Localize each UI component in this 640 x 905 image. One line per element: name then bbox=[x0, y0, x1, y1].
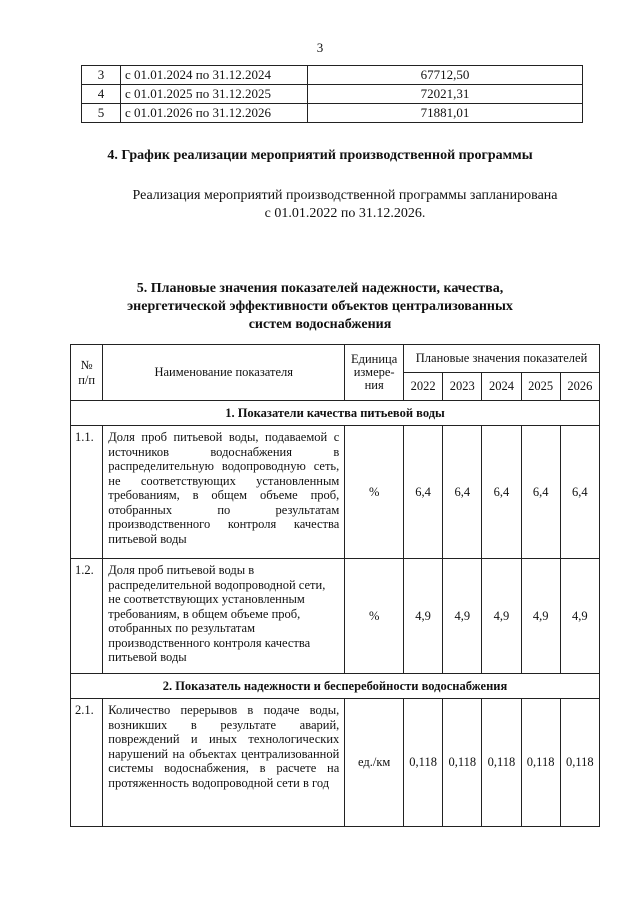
value-cell: 6,4 bbox=[404, 426, 443, 559]
header-planned: Плановые значения показателей bbox=[404, 345, 600, 373]
value-cell: 72021,31 bbox=[308, 85, 583, 104]
table-row bbox=[71, 699, 600, 827]
indicators-table bbox=[70, 344, 600, 827]
unit-cell: ед./км bbox=[345, 699, 404, 827]
section-row bbox=[71, 401, 600, 426]
section-5-heading bbox=[90, 280, 550, 334]
header-year: 2024 bbox=[482, 373, 521, 401]
section-1-title: 1. Показатели качества питьевой воды bbox=[71, 401, 600, 426]
period-cell: с 01.01.2025 по 31.12.2025 bbox=[121, 85, 308, 104]
heading-line: систем водоснабжения bbox=[248, 317, 392, 332]
tariff-periods-table bbox=[81, 65, 583, 123]
row-number: 1.1. bbox=[71, 426, 103, 559]
indicator-name: Количество перерывов в подаче воды, возникших в результате аварий, повреждений и иных технологических нарушений на объектах централизованной системы водоснабжения, в расчете на протяженность водопроводной сети в год bbox=[103, 699, 345, 827]
header-name: Наименование показателя bbox=[103, 345, 345, 401]
text-line: с 01.01.2022 по 31.12.2026. bbox=[264, 206, 426, 221]
section-row bbox=[71, 674, 600, 699]
table-row bbox=[71, 426, 600, 559]
table-row bbox=[82, 104, 583, 123]
period-cell: с 01.01.2026 по 31.12.2026 bbox=[121, 104, 308, 123]
row-number: 4 bbox=[82, 85, 121, 104]
value-cell: 6,4 bbox=[560, 426, 599, 559]
value-cell: 4,9 bbox=[521, 559, 560, 674]
value-cell: 0,118 bbox=[443, 699, 482, 827]
value-cell: 4,9 bbox=[443, 559, 482, 674]
header-row bbox=[71, 345, 600, 373]
value-cell: 71881,01 bbox=[308, 104, 583, 123]
row-number: 2.1. bbox=[71, 699, 103, 827]
value-cell: 6,4 bbox=[443, 426, 482, 559]
row-number: 5 bbox=[82, 104, 121, 123]
table-row bbox=[82, 66, 583, 85]
value-cell: 4,9 bbox=[560, 559, 599, 674]
value-cell: 0,118 bbox=[560, 699, 599, 827]
section-4-heading: 4. График реализации мероприятий производственной программы bbox=[107, 148, 533, 163]
header-year: 2022 bbox=[404, 373, 443, 401]
period-cell: с 01.01.2024 по 31.12.2024 bbox=[121, 66, 308, 85]
table-row bbox=[82, 85, 583, 104]
section-4-text bbox=[110, 187, 580, 223]
heading-line: 5. Плановые значения показателей надежности, качества, bbox=[136, 281, 504, 296]
row-number: 3 bbox=[82, 66, 121, 85]
header-no: № п/п bbox=[71, 345, 103, 401]
row-number: 1.2. bbox=[71, 559, 103, 674]
header-year: 2025 bbox=[521, 373, 560, 401]
value-cell: 0,118 bbox=[521, 699, 560, 827]
unit-cell: % bbox=[345, 426, 404, 559]
value-cell: 6,4 bbox=[482, 426, 521, 559]
indicator-name: Доля проб питьевой воды, подаваемой с источников водоснабжения в распределительную водопроводную сеть, не соответствующих установленным требованиям, в общем объеме проб, отобранных по результатам производственного контроля качества питьевой воды bbox=[103, 426, 345, 559]
unit-cell: % bbox=[345, 559, 404, 674]
heading-line: энергетической эффективности объектов централизованных bbox=[127, 299, 513, 314]
page-number: 3 bbox=[316, 40, 324, 55]
indicator-name: Доля проб питьевой воды в распределительной водопроводной сети, не соответствующих установленным требованиям, в общем объеме проб, отобранных по результатам производственного контроля качества питьевой воды bbox=[103, 559, 345, 674]
header-unit: Единица измере-ния bbox=[345, 345, 404, 401]
value-cell: 4,9 bbox=[482, 559, 521, 674]
value-cell: 6,4 bbox=[521, 426, 560, 559]
value-cell: 4,9 bbox=[404, 559, 443, 674]
value-cell: 67712,50 bbox=[308, 66, 583, 85]
table-row bbox=[71, 559, 600, 674]
text-line: Реализация мероприятий производственной программы запланирована bbox=[132, 188, 558, 203]
header-year: 2023 bbox=[443, 373, 482, 401]
header-year: 2026 bbox=[560, 373, 599, 401]
section-2-title: 2. Показатель надежности и бесперебойности водоснабжения bbox=[71, 674, 600, 699]
value-cell: 0,118 bbox=[404, 699, 443, 827]
value-cell: 0,118 bbox=[482, 699, 521, 827]
